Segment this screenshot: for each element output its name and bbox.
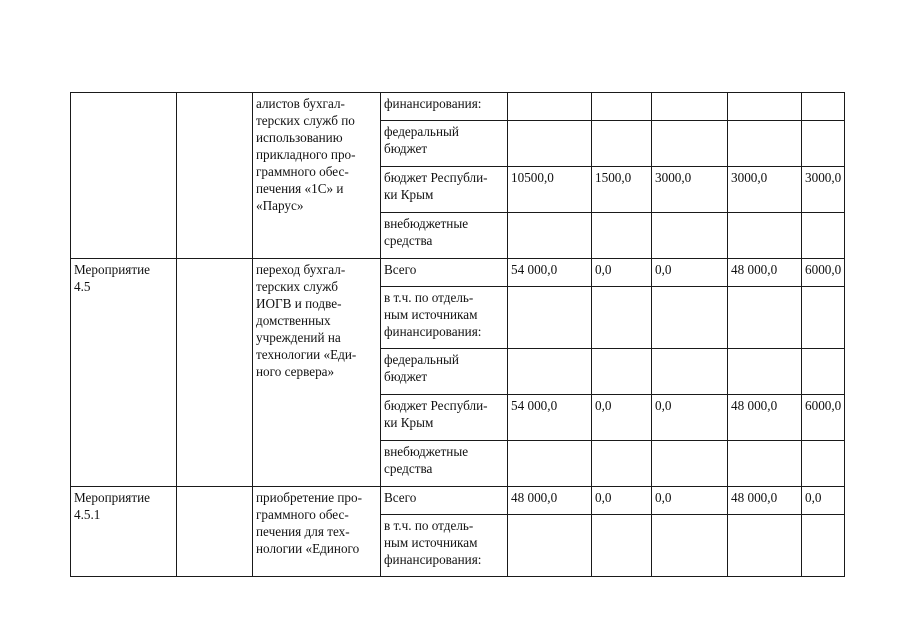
description-cell: приобретение про- граммного обес- печения для тех- нологии «Единого: [253, 487, 381, 577]
value-cell: [802, 515, 845, 577]
value-cell: 3000,0: [728, 167, 802, 213]
value-cell: 0,0: [652, 487, 728, 515]
value-cell: 1500,0: [592, 167, 652, 213]
value-cell: [508, 121, 592, 167]
value-cell: [592, 93, 652, 121]
value-cell: [592, 515, 652, 577]
empty-cell: [177, 259, 253, 487]
value-cell: [508, 287, 592, 349]
source-label-cell: федеральный бюджет: [381, 121, 508, 167]
value-cell: [508, 93, 592, 121]
value-cell: [652, 213, 728, 259]
value-cell: [652, 93, 728, 121]
event-cell: Мероприятие 4.5.1: [71, 487, 177, 577]
value-cell: 48 000,0: [728, 259, 802, 287]
value-cell: 48 000,0: [508, 487, 592, 515]
value-cell: [652, 515, 728, 577]
value-cell: [728, 441, 802, 487]
value-cell: [802, 441, 845, 487]
value-cell: [652, 349, 728, 395]
value-cell: [802, 121, 845, 167]
source-label-cell: бюджет Республи- ки Крым: [381, 395, 508, 441]
value-cell: 0,0: [802, 487, 845, 515]
value-cell: [728, 349, 802, 395]
source-label-cell: финансирования:: [381, 93, 508, 121]
budget-table: [70, 92, 845, 577]
value-cell: [508, 213, 592, 259]
value-cell: [592, 213, 652, 259]
table-row: [71, 93, 845, 121]
value-cell: [592, 121, 652, 167]
value-cell: 0,0: [592, 259, 652, 287]
value-cell: [728, 287, 802, 349]
source-label-cell: внебюджетные средства: [381, 441, 508, 487]
source-label-cell: внебюджетные средства: [381, 213, 508, 259]
event-cell: Мероприятие 4.5: [71, 259, 177, 487]
source-label-cell: в т.ч. по отдель- ным источникам финансирования:: [381, 287, 508, 349]
value-cell: 54 000,0: [508, 395, 592, 441]
value-cell: 0,0: [592, 395, 652, 441]
table-row: [71, 487, 845, 515]
value-cell: [728, 121, 802, 167]
description-cell: алистов бухгал- терских служб по использованию прикладного про- граммного обес- печения «1С» и «Парус»: [253, 93, 381, 259]
value-cell: 10500,0: [508, 167, 592, 213]
description-cell: переход бухгал- терских служб ИОГВ и подве- домственных учреждений на технологии «Еди- ного сервера»: [253, 259, 381, 487]
value-cell: [508, 441, 592, 487]
value-cell: [508, 515, 592, 577]
value-cell: 3000,0: [652, 167, 728, 213]
value-cell: [652, 121, 728, 167]
empty-cell: [177, 93, 253, 259]
value-cell: 0,0: [652, 395, 728, 441]
value-cell: [728, 93, 802, 121]
empty-cell: [177, 487, 253, 577]
value-cell: [728, 515, 802, 577]
event-cell: [71, 93, 177, 259]
value-cell: 48 000,0: [728, 395, 802, 441]
value-cell: [652, 441, 728, 487]
value-cell: 48 000,0: [728, 487, 802, 515]
value-cell: 6000,0: [802, 259, 845, 287]
value-cell: [652, 287, 728, 349]
table-row: [71, 259, 845, 287]
value-cell: 0,0: [652, 259, 728, 287]
value-cell: [508, 349, 592, 395]
value-cell: 3000,0: [802, 167, 845, 213]
value-cell: [802, 287, 845, 349]
value-cell: [802, 213, 845, 259]
value-cell: 54 000,0: [508, 259, 592, 287]
value-cell: [802, 93, 845, 121]
source-label-cell: Всего: [381, 487, 508, 515]
source-label-cell: Всего: [381, 259, 508, 287]
value-cell: [802, 349, 845, 395]
value-cell: [728, 213, 802, 259]
value-cell: 0,0: [592, 487, 652, 515]
source-label-cell: федеральный бюджет: [381, 349, 508, 395]
source-label-cell: в т.ч. по отдель- ным источникам финансирования:: [381, 515, 508, 577]
value-cell: [592, 287, 652, 349]
value-cell: 6000,0: [802, 395, 845, 441]
value-cell: [592, 441, 652, 487]
value-cell: [592, 349, 652, 395]
source-label-cell: бюджет Республи- ки Крым: [381, 167, 508, 213]
